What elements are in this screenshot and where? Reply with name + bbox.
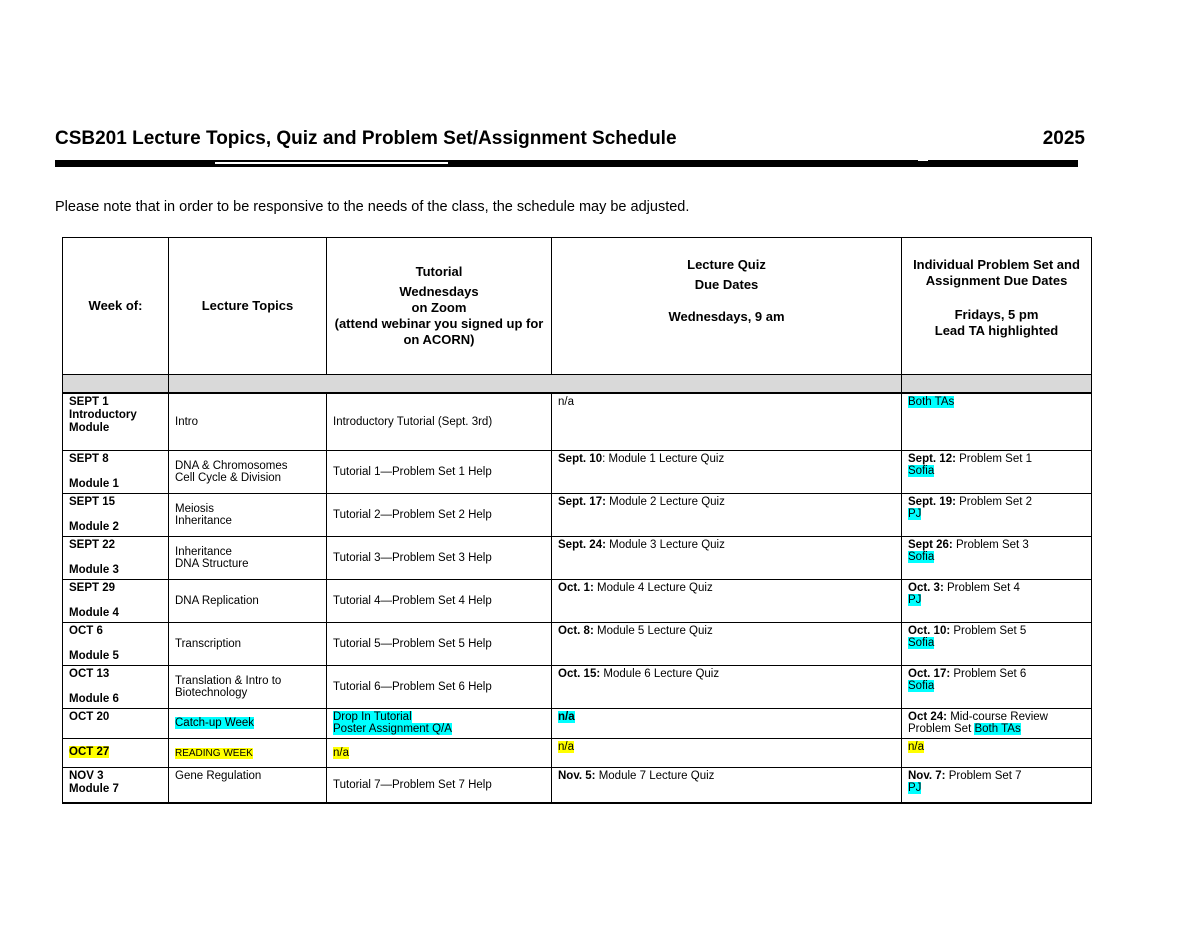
quiz-text: n/a bbox=[558, 740, 574, 753]
header-quiz-line: Wednesdays, 9 am bbox=[668, 309, 785, 324]
quiz-date: Oct. 8: bbox=[558, 624, 594, 637]
topic-cell bbox=[169, 393, 327, 450]
topic-cell bbox=[169, 767, 327, 803]
tutorial-cell bbox=[327, 708, 552, 738]
quiz-cell bbox=[552, 493, 902, 536]
page-title: CSB201 Lecture Topics, Quiz and Problem Set/Assignment Schedule bbox=[55, 128, 677, 149]
ps-text: Problem Set 3 bbox=[952, 538, 1029, 551]
header-tutorial-line: (attend webinar you signed up for on ACORN) bbox=[334, 316, 544, 347]
quiz-date: Sept. 17: bbox=[558, 495, 606, 508]
ps-date: Oct 24: bbox=[908, 710, 947, 723]
ps-text: Problem Set 7 bbox=[945, 769, 1022, 782]
ps-text: Problem Set 5 bbox=[950, 624, 1027, 637]
tutorial-label: Tutorial 6—Problem Set 6 Help bbox=[333, 680, 492, 693]
tutorial-cell bbox=[327, 767, 552, 803]
quiz-cell bbox=[552, 708, 902, 738]
week-label: SEPT 15 bbox=[69, 495, 116, 508]
ps-date: Sept 26: bbox=[908, 538, 953, 551]
topic-cell bbox=[169, 579, 327, 622]
week-cell bbox=[63, 708, 169, 738]
topic-cell bbox=[169, 536, 327, 579]
week-label: SEPT 1 bbox=[69, 396, 109, 408]
quiz-text: : Module 1 Lecture Quiz bbox=[602, 452, 725, 465]
ps-text: n/a bbox=[908, 740, 924, 753]
week-cell bbox=[63, 622, 169, 665]
tutorial-label: Introductory Tutorial (Sept. 3rd) bbox=[333, 415, 493, 428]
ta-badge: PJ bbox=[908, 593, 922, 606]
ps-cell bbox=[902, 665, 1092, 708]
topic-label: READING WEEK bbox=[175, 747, 253, 759]
ta-badge: Sofia bbox=[908, 464, 935, 477]
week-label: OCT 27 bbox=[69, 746, 110, 758]
week-cell bbox=[63, 665, 169, 708]
quiz-date: Nov. 5: bbox=[558, 769, 596, 782]
tutorial-label: Tutorial 4—Problem Set 4 Help bbox=[333, 594, 492, 607]
ps-cell bbox=[902, 767, 1092, 803]
tutorial-label: Drop In Tutorial bbox=[333, 710, 412, 723]
tutorial-label: n/a bbox=[333, 746, 349, 759]
ta-badge: Sofia bbox=[908, 636, 935, 649]
spacer-cell bbox=[63, 375, 169, 394]
quiz-text: n/a bbox=[558, 710, 575, 723]
tutorial-cell bbox=[327, 450, 552, 493]
ps-text: Problem Set 1 bbox=[955, 452, 1033, 465]
title-rule bbox=[55, 160, 1078, 167]
title-year: 2025 bbox=[1042, 128, 1085, 149]
tutorial-label: Tutorial 3—Problem Set 3 Help bbox=[333, 551, 492, 564]
table-row bbox=[63, 536, 1092, 579]
table-row bbox=[63, 665, 1092, 708]
quiz-cell bbox=[552, 450, 902, 493]
week-label: NOV 3 bbox=[69, 769, 104, 782]
header-quiz-line: Lecture Quiz bbox=[687, 257, 766, 272]
topic-cell bbox=[169, 708, 327, 738]
ps-cell bbox=[902, 579, 1092, 622]
tutorial-cell bbox=[327, 738, 552, 767]
tutorial-cell bbox=[327, 536, 552, 579]
tutorial-label: Tutorial 2—Problem Set 2 Help bbox=[333, 508, 492, 521]
week-label: OCT 13 bbox=[69, 667, 110, 680]
quiz-date: Sept. 24: bbox=[558, 538, 606, 551]
spacer-row bbox=[63, 375, 1092, 394]
tutorial-cell bbox=[327, 665, 552, 708]
topic-label: Cell Cycle & Division bbox=[175, 471, 282, 484]
week-cell bbox=[63, 579, 169, 622]
week-cell bbox=[63, 767, 169, 803]
week-label: OCT 20 bbox=[69, 710, 110, 723]
ta-badge: Both TAs bbox=[974, 722, 1021, 735]
table-row bbox=[63, 738, 1092, 767]
quiz-cell bbox=[552, 579, 902, 622]
quiz-cell bbox=[552, 393, 902, 450]
module-label: Module 5 bbox=[69, 649, 119, 662]
quiz-text: Module 2 Lecture Quiz bbox=[605, 495, 725, 508]
week-cell bbox=[63, 738, 169, 767]
ta-badge: PJ bbox=[908, 781, 922, 794]
ps-date: Oct. 10: bbox=[908, 624, 951, 637]
week-label: OCT 6 bbox=[69, 624, 103, 637]
tutorial-cell bbox=[327, 622, 552, 665]
header-tutorial-line: Tutorial bbox=[415, 264, 463, 279]
quiz-cell bbox=[552, 767, 902, 803]
module-label: Module 6 bbox=[69, 692, 119, 705]
quiz-date: Oct. 1: bbox=[558, 581, 594, 594]
tutorial-cell bbox=[327, 393, 552, 450]
week-cell bbox=[63, 536, 169, 579]
module-label: Module 2 bbox=[69, 520, 119, 533]
topic-label: DNA & Chromosomes bbox=[175, 459, 288, 472]
topic-cell bbox=[169, 622, 327, 665]
module-label: Module 1 bbox=[69, 477, 119, 490]
header-topics: Lecture Topics bbox=[169, 238, 327, 375]
topic-label: Catch-up Week bbox=[175, 717, 255, 729]
quiz-text: n/a bbox=[558, 396, 574, 408]
quiz-date: Oct. 15: bbox=[558, 667, 601, 680]
ps-cell bbox=[902, 738, 1092, 767]
ps-text: Problem Set 6 bbox=[950, 667, 1027, 680]
week-cell bbox=[63, 493, 169, 536]
topic-cell bbox=[169, 450, 327, 493]
module-label: Introductory Module bbox=[69, 409, 137, 434]
ps-cell bbox=[902, 393, 1092, 450]
schedule-note: Please note that in order to be responsive to the needs of the class, the schedule may be adjusted. bbox=[55, 199, 690, 215]
quiz-cell bbox=[552, 738, 902, 767]
ps-cell bbox=[902, 708, 1092, 738]
ps-cell bbox=[902, 622, 1092, 665]
header-week: Week of: bbox=[63, 238, 169, 375]
table-row bbox=[63, 579, 1092, 622]
ps-date: Sept. 12: bbox=[908, 452, 956, 465]
week-label: SEPT 29 bbox=[69, 581, 116, 594]
header-tutorial bbox=[327, 238, 552, 375]
quiz-date: Sept. 10 bbox=[558, 452, 603, 465]
ps-cell bbox=[902, 493, 1092, 536]
topic-label: Translation & Intro to bbox=[175, 674, 282, 687]
ps-date: Sept. 19: bbox=[908, 495, 956, 508]
quiz-text: Module 7 Lecture Quiz bbox=[595, 769, 715, 782]
ps-text: Mid-course Review bbox=[947, 710, 1048, 723]
tutorial-label: Tutorial 7—Problem Set 7 Help bbox=[333, 778, 492, 791]
quiz-cell bbox=[552, 665, 902, 708]
table-row bbox=[63, 622, 1092, 665]
title-rule-gap bbox=[215, 162, 448, 164]
topic-label: Intro bbox=[175, 415, 199, 428]
tutorial-label: Tutorial 5—Problem Set 5 Help bbox=[333, 637, 492, 650]
tutorial-label: Poster Assignment Q/A bbox=[333, 722, 452, 735]
table-row bbox=[63, 493, 1092, 536]
topic-label: Transcription bbox=[175, 637, 242, 650]
tutorial-cell bbox=[327, 579, 552, 622]
ps-cell bbox=[902, 536, 1092, 579]
table-row bbox=[63, 393, 1092, 450]
header-ps-line: Lead TA highlighted bbox=[934, 323, 1059, 338]
quiz-text: Module 3 Lecture Quiz bbox=[605, 538, 725, 551]
week-cell bbox=[63, 393, 169, 450]
header-quiz bbox=[552, 238, 902, 375]
topic-label: DNA Replication bbox=[175, 594, 259, 607]
topic-label: DNA Structure bbox=[175, 557, 249, 570]
header-ps-line: Individual Problem Set and Assignment Due Dates bbox=[913, 257, 1080, 288]
quiz-cell bbox=[552, 622, 902, 665]
ps-date: Nov. 7: bbox=[908, 769, 946, 782]
module-label: Module 3 bbox=[69, 563, 119, 576]
schedule-table bbox=[62, 237, 1092, 804]
ps-text: Problem Set 4 bbox=[943, 581, 1020, 594]
header-quiz-line: Due Dates bbox=[694, 277, 759, 292]
ta-badge: Both TAs bbox=[908, 396, 955, 408]
ps-date: Oct. 3: bbox=[908, 581, 944, 594]
header-tutorial-line: Wednesdays bbox=[399, 284, 479, 299]
topic-cell bbox=[169, 493, 327, 536]
quiz-cell bbox=[552, 536, 902, 579]
quiz-text: Module 5 Lecture Quiz bbox=[593, 624, 713, 637]
spacer-cell bbox=[169, 375, 902, 394]
module-label: Module 7 bbox=[69, 782, 119, 795]
week-label: SEPT 8 bbox=[69, 452, 109, 465]
topic-cell bbox=[169, 665, 327, 708]
topic-label: Inheritance bbox=[175, 514, 232, 527]
module-label: Module 4 bbox=[69, 606, 119, 619]
table-row bbox=[63, 450, 1092, 493]
ps-date: Oct. 17: bbox=[908, 667, 951, 680]
ps-cell bbox=[902, 450, 1092, 493]
spacer-cell bbox=[902, 375, 1092, 394]
week-cell bbox=[63, 450, 169, 493]
ps-text: Problem Set bbox=[908, 722, 975, 735]
quiz-text: Module 4 Lecture Quiz bbox=[593, 581, 713, 594]
tutorial-label: Tutorial 1—Problem Set 1 Help bbox=[333, 465, 492, 478]
week-label: SEPT 22 bbox=[69, 538, 116, 551]
topic-label: Gene Regulation bbox=[175, 769, 262, 782]
ta-badge: Sofia bbox=[908, 550, 935, 563]
header-problem-sets bbox=[902, 238, 1092, 375]
table-header-row bbox=[63, 238, 1092, 375]
header-tutorial-line: on Zoom bbox=[411, 300, 467, 315]
header-ps-line: Fridays, 5 pm bbox=[954, 307, 1039, 322]
table-row bbox=[63, 708, 1092, 738]
quiz-text: Module 6 Lecture Quiz bbox=[600, 667, 720, 680]
topic-label: Meiosis bbox=[175, 502, 214, 515]
topic-cell bbox=[169, 738, 327, 767]
ta-badge: Sofia bbox=[908, 679, 935, 692]
title-rule-gap bbox=[918, 160, 928, 161]
ta-badge: PJ bbox=[908, 507, 922, 520]
topic-label: Inheritance bbox=[175, 545, 232, 558]
ps-text: Problem Set 2 bbox=[955, 495, 1033, 508]
tutorial-cell bbox=[327, 493, 552, 536]
document-title bbox=[55, 128, 1085, 154]
topic-label: Biotechnology bbox=[175, 686, 248, 699]
table-row bbox=[63, 767, 1092, 803]
